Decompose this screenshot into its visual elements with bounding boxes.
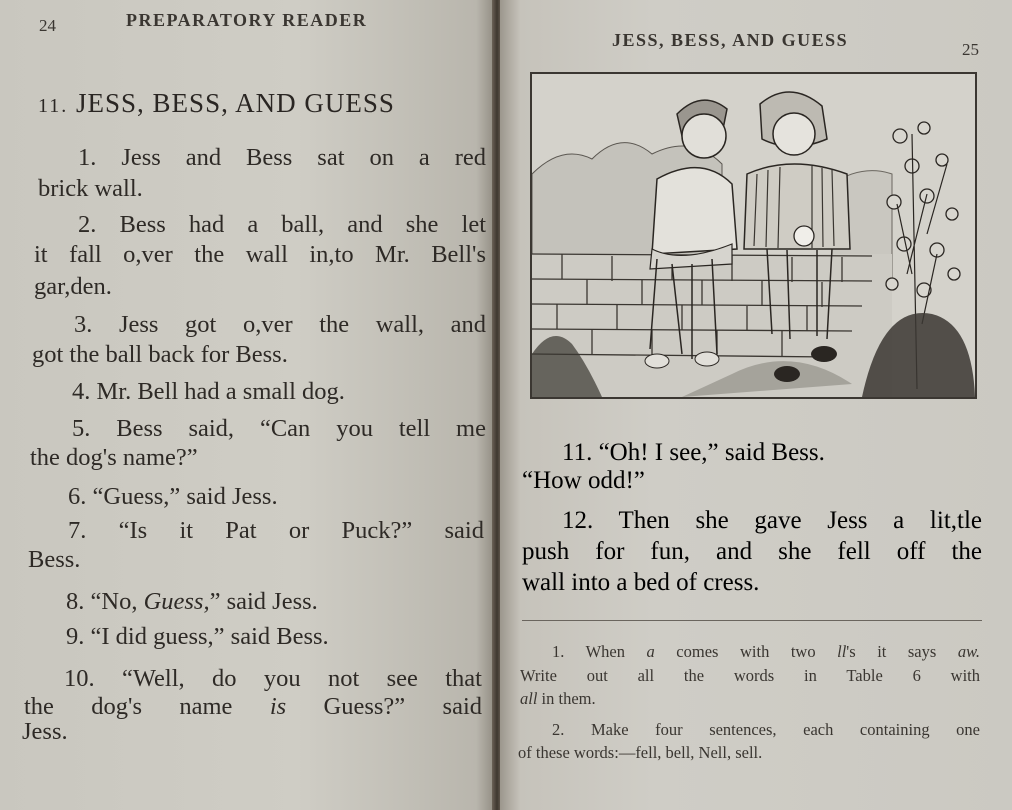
text-run: 's it says — [846, 642, 958, 661]
chapter-heading — [38, 88, 395, 119]
text-run: the dog's name — [24, 693, 270, 720]
page-number-left: 24 — [39, 16, 56, 35]
illustration-drawing — [532, 74, 975, 397]
page-number-right: 25 — [962, 40, 979, 59]
paragraph-line: Jess. — [22, 718, 68, 745]
paragraph-line: 3. Jess got o,ver the wall, and — [74, 311, 486, 338]
footnote-divider — [522, 620, 982, 621]
note-line — [552, 640, 980, 663]
text-run: ” said Jess. — [209, 588, 318, 615]
paragraph-line — [66, 587, 318, 617]
paragraph-line: “How odd!” — [522, 467, 645, 494]
note-line: of these words:—fell, bell, Nell, sell. — [518, 743, 763, 762]
running-head-right: JESS, BESS, AND GUESS — [612, 30, 849, 50]
paragraph-line: push for fun, and she fell off the — [522, 538, 982, 565]
paragraph-line — [24, 692, 482, 722]
paragraph-line: gar,den. — [34, 273, 112, 300]
paragraph-line: 5. Bess said, “Can you tell me — [72, 415, 486, 442]
italic-text-run: is — [269, 693, 287, 720]
girls-on-wall-illustration — [530, 72, 977, 399]
italic-text-run: ll — [837, 642, 847, 661]
paragraph-line: wall into a bed of cress. — [522, 569, 760, 596]
paragraph-line: the dog's name?” — [30, 444, 198, 471]
paragraph-line: 7. “Is it Pat or Puck?” said — [68, 517, 484, 544]
text-run: in them. — [537, 689, 596, 708]
paragraph-line: Bess. — [28, 546, 81, 573]
italic-text-run: aw. — [957, 642, 980, 661]
text-run: comes with two — [654, 642, 838, 661]
paragraph-line: 2. Bess had a ball, and she let — [78, 211, 486, 238]
italic-text-run: a — [646, 642, 655, 661]
chapter-title: JESS, BESS, AND GUESS — [76, 88, 395, 118]
paragraph-line: it fall o,ver the wall in,to Mr. Bell's — [34, 241, 486, 268]
left-page — [0, 0, 496, 810]
italic-text-run: all — [520, 689, 538, 708]
chapter-number: 11. — [38, 95, 69, 117]
note-line: 2. Make four sentences, each containing one — [552, 720, 980, 739]
paragraph-line: 9. “I did guess,” said Bess. — [66, 623, 329, 650]
paragraph-line: got the ball back for Bess. — [32, 341, 288, 368]
paragraph-line: 10. “Well, do you not see that — [64, 665, 482, 692]
paragraph-line: brick wall. — [38, 175, 143, 202]
text-run: 1. When — [552, 642, 647, 661]
paragraph-line: 4. Mr. Bell had a small dog. — [72, 378, 345, 405]
paragraph-line: 11. “Oh! I see,” said Bess. — [562, 439, 825, 466]
paragraph-line: 1. Jess and Bess sat on a red — [78, 144, 486, 171]
note-line — [520, 687, 596, 710]
text-run: Guess?” said — [286, 693, 483, 720]
paragraph-line: 6. “Guess,” said Jess. — [68, 483, 278, 510]
note-line: Write out all the words in Table 6 with — [520, 666, 980, 685]
paragraph-line: 12. Then she gave Jess a lit,tle — [562, 507, 982, 534]
text-run: 8. “No, — [66, 588, 144, 615]
italic-text-run: Guess, — [143, 588, 210, 615]
running-head-left: PREPARATORY READER — [126, 10, 368, 30]
